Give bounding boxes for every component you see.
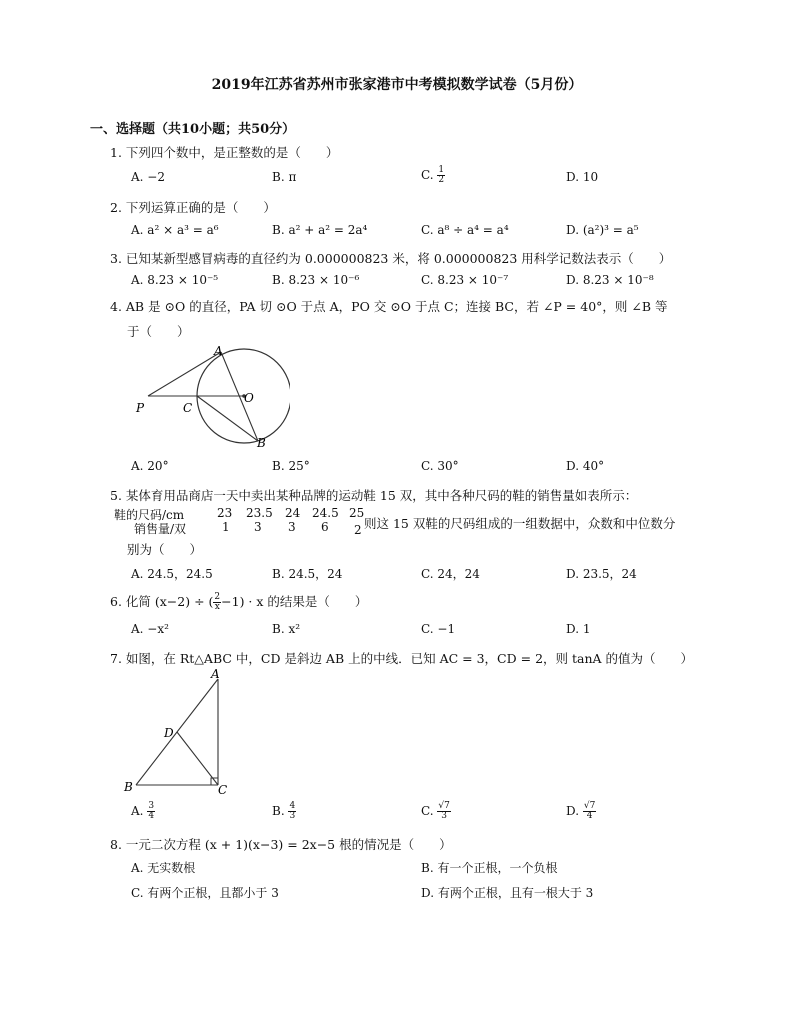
q8-option-b: B. 有一个正根，一个负根: [421, 861, 558, 875]
q7-option-b: B. $\frac{4}{3}$: [272, 801, 296, 821]
q4-option-b: B. 25°: [272, 459, 310, 473]
label-o: O: [244, 391, 254, 405]
q6-option-d: D. 1: [566, 622, 591, 636]
q2-option-c: C. a⁸ ÷ a⁴ = a⁴: [421, 223, 509, 237]
q5-table-row2-label: 销售量/双: [134, 522, 187, 536]
q7-option-c: C. $\frac{√7}{3}$: [421, 801, 450, 821]
label-b: B: [257, 436, 266, 450]
q4-stem-line1: 4. AB 是 ⊙O 的直径，PA 切 ⊙O 于点 A，PO 交 ⊙O 于点 C；连接 BC，若 ∠P = 40°，则 ∠B 等: [110, 299, 668, 314]
q7-option-a: A. $\frac{3}{4}$: [131, 801, 155, 821]
label-p: P: [136, 401, 145, 415]
q8-option-d: D. 有两个正根，且有一根大于 3: [421, 886, 594, 900]
fraction: $\frac{√7}{4}$: [583, 801, 596, 821]
q1-option-a: A. −2: [131, 170, 165, 184]
q7-stem: 7. 如图，在 Rt△ABC 中，CD 是斜边 AB 上的中线．已知 AC = 3，CD = 2，则 tanA 的值为（ ）: [110, 651, 694, 666]
q6-option-c: C. −1: [421, 622, 456, 636]
q4-option-c: C. 30°: [421, 459, 459, 473]
q5-stem-line1: 5. 某体育用品商店一天中卖出某种品牌的运动鞋 15 双，其中各种尺码的鞋的销售量如表所示：: [110, 488, 638, 503]
paper-title: 2019年江苏省苏州市张家港市中考模拟数学试卷（5月份）: [211, 77, 583, 93]
q1-option-d: D. 10: [566, 170, 599, 184]
q6-option-b: B. x²: [272, 622, 301, 636]
q5-count-cell: 6: [321, 520, 329, 534]
q5-size-cell: 23.5: [246, 506, 273, 520]
q4-option-a: A. 20°: [131, 459, 169, 473]
q7-triangle-figure: [120, 665, 240, 800]
q5-count-cell: 3: [288, 520, 296, 534]
tangent-pa: [148, 352, 221, 396]
q5-option-c: C. 24，24: [421, 567, 480, 581]
label-c: C: [183, 401, 193, 415]
q3-stem: 3. 已知某新型感冒病毒的直径约为 0.000000823 米，将 0.000000823 用科学记数法表示（ ）: [110, 251, 672, 266]
q4-stem-line2: 于（ ）: [127, 324, 190, 339]
fraction: $\frac{3}{4}$: [148, 801, 155, 821]
q5-count-cell: 2: [354, 523, 362, 537]
q5-stem-line3: 别为（ ）: [127, 542, 203, 557]
q5-table-row1-label: 鞋的尺码/cm: [114, 508, 185, 522]
q5-stem-tail: 则这 15 双鞋的尺码组成的一组数据中，众数和中位数分: [364, 516, 676, 531]
q5-count-cell: 3: [254, 520, 262, 534]
q2-stem: 2. 下列运算正确的是（ ）: [110, 200, 276, 215]
q5-option-d: D. 23.5，24: [566, 567, 637, 581]
q2-option-a: A. a² × a³ = a⁶: [131, 223, 219, 237]
q5-size-cell: 23: [217, 506, 233, 520]
q8-option-c: C. 有两个正根，且都小于 3: [131, 886, 279, 900]
q2-option-b: B. a² + a² = 2a⁴: [272, 223, 368, 237]
label-d: D: [164, 726, 174, 740]
label-a: A: [214, 344, 223, 358]
q3-option-a: A. 8.23 × 10⁻⁵: [131, 273, 219, 287]
q5-size-cell: 25: [349, 506, 365, 520]
fraction: $\frac{4}{3}$: [289, 801, 296, 821]
q1-option-b: B. π: [272, 170, 297, 184]
q8-option-a: A. 无实数根: [131, 861, 196, 875]
q6-stem: 6. 化简 (x−2) ÷ ( $\frac{2}{x}$ −1) · x 的结果是（ ）: [110, 592, 368, 612]
label-b: B: [124, 780, 133, 794]
q5-size-cell: 24: [285, 506, 301, 520]
q6-option-a: A. −x²: [131, 622, 169, 636]
q5-size-cell: 24.5: [312, 506, 339, 520]
q4-option-d: D. 40°: [566, 459, 605, 473]
fraction: $\frac{1}{2}$: [438, 165, 445, 185]
section-heading: 一、选择题（共10小题；共50分）: [90, 122, 296, 137]
q8-stem: 8. 一元二次方程 (x + 1)(x−3) = 2x−5 根的情况是（ ）: [110, 837, 452, 852]
fraction: $\frac{2}{x}$: [214, 592, 221, 612]
q1-stem: 1. 下列四个数中，是正整数的是（ ）: [110, 145, 339, 160]
q3-option-d: D. 8.23 × 10⁻⁸: [566, 273, 654, 287]
q3-option-b: B. 8.23 × 10⁻⁶: [272, 273, 360, 287]
median-cd: [177, 732, 218, 785]
q4-circle-figure: [130, 340, 290, 450]
fraction: $\frac{√7}{3}$: [438, 801, 450, 821]
q3-option-c: C. 8.23 × 10⁻⁷: [421, 273, 509, 287]
q5-option-a: A. 24.5，24.5: [131, 567, 213, 581]
q5-count-cell: 1: [222, 520, 230, 534]
label-c: C: [218, 783, 228, 797]
label-a: A: [211, 667, 220, 681]
q5-option-b: B. 24.5，24: [272, 567, 343, 581]
q7-option-d: D. $\frac{√7}{4}$: [566, 801, 596, 821]
q1-option-c: C. $\frac{1}{2}$: [421, 165, 445, 185]
q2-option-d: D. (a²)³ = a⁵: [566, 223, 639, 237]
